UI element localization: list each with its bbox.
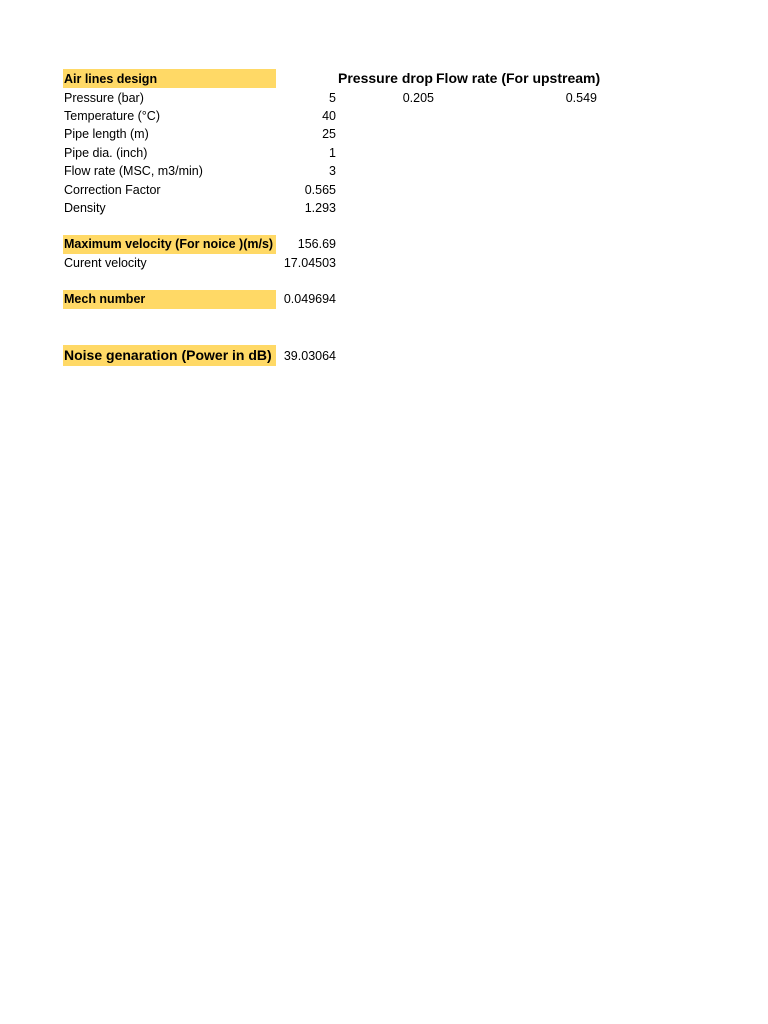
current-velocity-value: 17.04503 <box>283 256 336 270</box>
current-velocity-label: Curent velocity <box>64 256 147 270</box>
pressure-drop-header: Pressure drop <box>338 70 433 86</box>
input-label-pipe-dia: Pipe dia. (inch) <box>64 146 148 160</box>
input-value-density: 1.293 <box>304 201 336 215</box>
input-value-temperature: 40 <box>322 109 336 123</box>
input-value-pressure: 5 <box>329 91 336 105</box>
input-value-correction-factor: 0.565 <box>304 183 336 197</box>
noise-value: 39.03064 <box>283 349 336 363</box>
input-value-pipe-dia: 1 <box>329 146 336 160</box>
input-label-pipe-length: Pipe length (m) <box>64 127 149 141</box>
max-velocity-value: 156.69 <box>297 237 336 251</box>
mech-number-label: Mech number <box>64 292 146 306</box>
max-velocity-label: Maximum velocity (For noice )(m/s) <box>64 237 274 251</box>
input-value-flow-rate: 3 <box>329 164 336 178</box>
mech-number-value: 0.049694 <box>283 292 336 306</box>
sheet-title: Air lines design <box>64 72 158 86</box>
flow-rate-upstream-value: 0.549 <box>565 91 597 105</box>
noise-label: Noise genaration (Power in dB) <box>64 347 272 363</box>
input-label-flow-rate: Flow rate (MSC, m3/min) <box>64 164 203 178</box>
flow-rate-upstream-header: Flow rate (For upstream) <box>436 70 601 86</box>
input-label-density: Density <box>64 201 106 215</box>
input-label-temperature: Temperature (°C) <box>64 109 160 123</box>
input-label-correction-factor: Correction Factor <box>64 183 161 197</box>
pressure-drop-value: 0.205 <box>402 91 434 105</box>
input-value-pipe-length: 25 <box>322 127 336 141</box>
input-label-pressure: Pressure (bar) <box>64 91 144 105</box>
